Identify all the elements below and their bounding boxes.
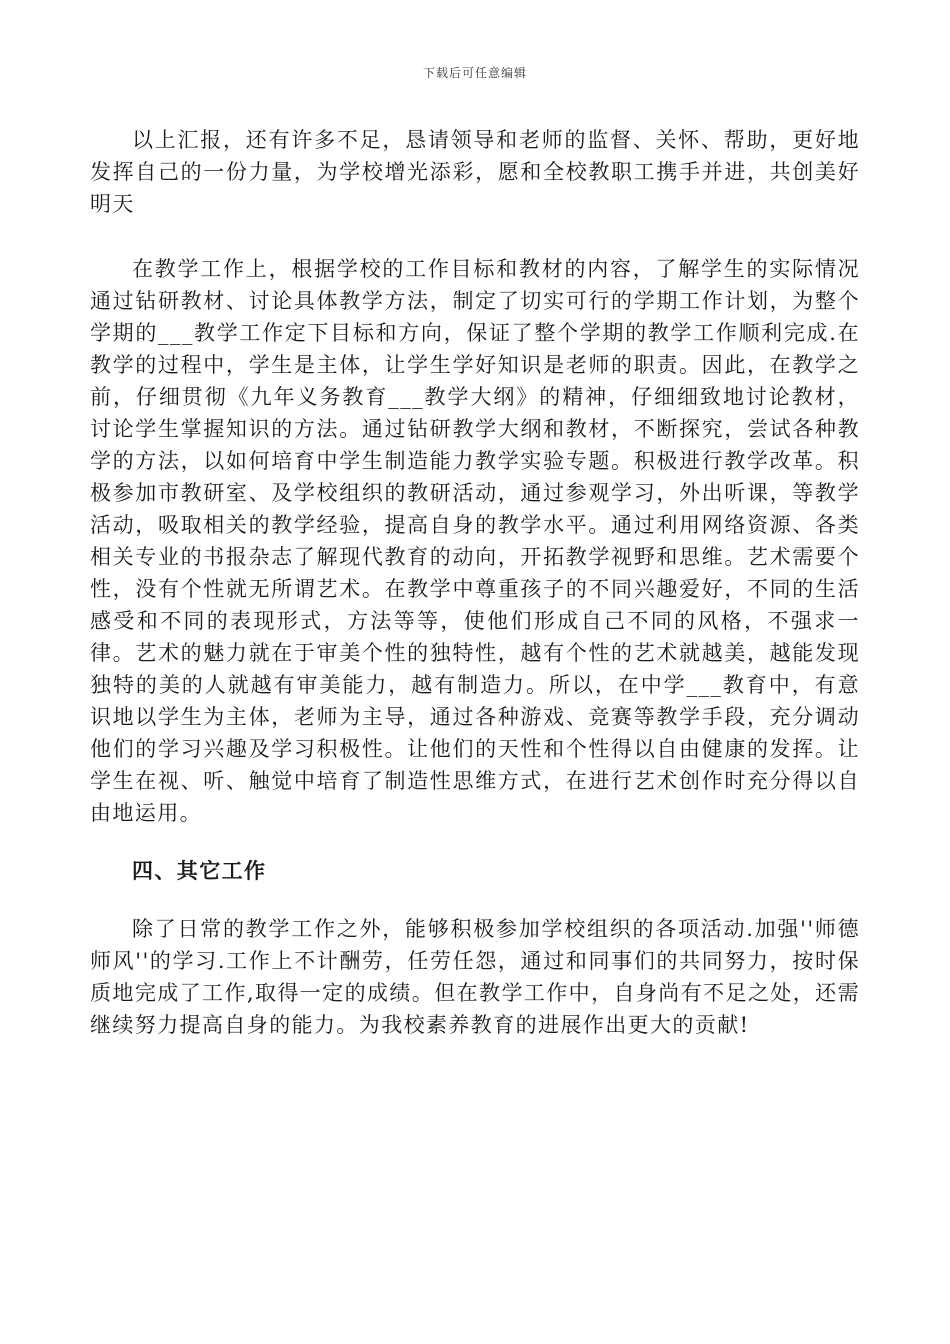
section-heading-other-work: 四、其它工作 — [132, 858, 267, 883]
document-body — [90, 124, 860, 1041]
paragraph-teaching-work: 在教学工作上，根据学校的工作目标和教材的内容，了解学生的实际情况通过钻研教材、讨论具体教学方法，制定了切实可行的学期工作计划，为整个学期的___教学工作定下目标和方向，保证了整个学期的教学工作顺利完成.在教学的过程中，学生是主体，让学生学好知识是老师的职责。因此，在教学之前，仔细贯彻《九年义务教育___教学大纲》的精神，仔细细致地讨论教材，讨论学生掌握知识的方法。通过钻研教学大纲和教材，不断探究，尝试各种教学的方法，以如何培育中学生制造能力教学实验专题。积极进行教学改革。积极参加市教研室、及学校组织的教研活动，通过参观学习，外出听课，等教学活动，吸取相关的教学经验，提高自身的教学水平。通过利用网络资源、各类相关专业的书报杂志了解现代教育的动向，开拓教学视野和思维。艺术需要个性，没有个性就无所谓艺术。在教学中尊重孩子的不同兴趣爱好，不同的生活感受和不同的表现形式，方法等等，使他们形成自己不同的风格，不强求一律。艺术的魅力就在于审美个性的独特性，越有个性的艺术就越美，越能发现独特的美的人就越有审美能力，越有制造力。所以，在中学___教育中，有意识地以学生为主体，老师为主导，通过各种游戏、竞赛等教学手段，充分调动他们的学习兴趣及学习积极性。让他们的天性和个性得以自由健康的发挥。让学生在视、听、触觉中培育了制造性思维方式，在进行艺术创作时充分得以自由地运用。 — [90, 257, 860, 825]
paragraph-closing-remarks: 以上汇报，还有许多不足，恳请领导和老师的监督、关怀、帮助，更好地发挥自己的一份力量，为学校增光添彩，愿和全校教职工携手并进，共创美好明天 — [90, 128, 860, 216]
paragraph-other-work: 除了日常的教学工作之外，能够积极参加学校组织的各项活动.加强''师德师风''的学习.工作上不计酬劳，任劳任怨，通过和同事们的共同努力，按时保质地完成了工作,取得一定的成绩。但在教学工作中，自身尚有不足之处，还需继续努力提高自身的能力。为我校素养教育的进展作出更大的贡献! — [90, 917, 860, 1037]
page-header: 下载后可任意编辑 — [422, 66, 527, 80]
